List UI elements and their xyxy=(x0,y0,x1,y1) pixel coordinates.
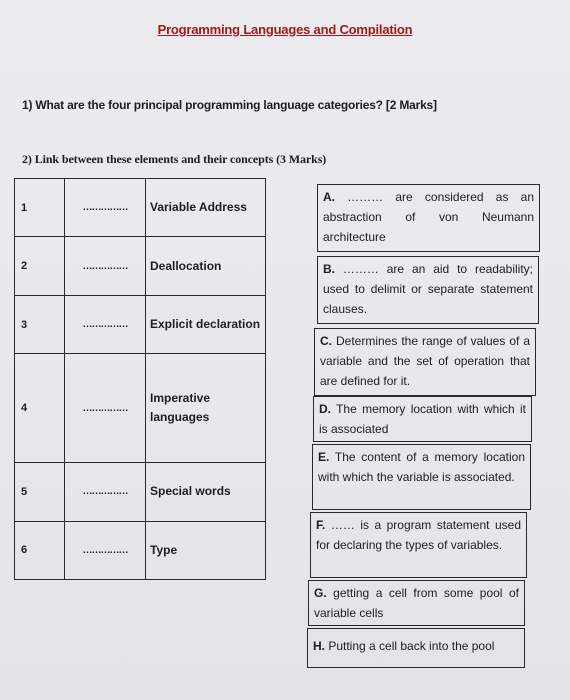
table-row xyxy=(15,295,266,353)
term: Deallocation xyxy=(146,237,266,295)
concept-box-g xyxy=(308,580,525,626)
answer-blank: …………… xyxy=(65,237,146,295)
row-number: 5 xyxy=(15,463,65,521)
concept-letter: A. xyxy=(323,190,335,204)
table-row xyxy=(15,179,266,237)
concept-text: ……… are an aid to readability; used to delimit or separate statement clauses. xyxy=(323,262,533,316)
term: Type xyxy=(146,521,266,579)
concept-letter: D. xyxy=(319,402,331,416)
table-row xyxy=(15,521,266,579)
concept-text: Putting a cell back into the pool xyxy=(325,639,495,653)
concept-letter: F. xyxy=(316,518,326,532)
concept-letter: G. xyxy=(314,586,327,600)
concept-box-c xyxy=(314,328,536,396)
table-row xyxy=(15,463,266,521)
answer-blank: …………… xyxy=(65,354,146,463)
concept-text: …… is a program statement used for declaring the types of variables. xyxy=(316,518,521,552)
concept-text: Determines the range of values of a variable and the set of operation that are defined for it. xyxy=(320,334,530,388)
concept-box-d xyxy=(313,396,532,442)
concept-letter: E. xyxy=(318,450,330,464)
row-number: 2 xyxy=(15,237,65,295)
term: Variable Address xyxy=(146,179,266,237)
row-number: 4 xyxy=(15,354,65,463)
answer-blank: …………… xyxy=(65,295,146,353)
terms-table xyxy=(14,178,266,580)
term: Special words xyxy=(146,463,266,521)
concept-box-b xyxy=(317,256,539,324)
concept-text: getting a cell from some pool of variable cells xyxy=(314,586,519,620)
row-number: 1 xyxy=(15,179,65,237)
answer-blank: …………… xyxy=(65,521,146,579)
term: Imperative languages xyxy=(146,354,266,463)
answer-blank: …………… xyxy=(65,179,146,237)
concept-box-e xyxy=(312,444,531,510)
row-number: 6 xyxy=(15,521,65,579)
table-row xyxy=(15,354,266,463)
concept-box-f xyxy=(310,512,527,578)
row-number: 3 xyxy=(15,295,65,353)
concept-text: ……… are considered as an abstraction of von Neumann architecture xyxy=(323,190,534,244)
concept-box-a xyxy=(317,184,540,252)
concept-text: The content of a memory location with which the variable is associated. xyxy=(318,450,525,484)
question-1: 1) What are the four principal programming language categories? [2 Marks] xyxy=(22,98,437,112)
concept-text: The memory location with which it is associated xyxy=(319,402,526,436)
table-row xyxy=(15,237,266,295)
concept-box-h xyxy=(307,628,525,668)
term: Explicit declaration xyxy=(146,295,266,353)
answer-blank: …………… xyxy=(65,463,146,521)
page-title: Programming Languages and Compilation xyxy=(157,22,413,37)
concept-letter: C. xyxy=(320,334,332,348)
question-2: 2) Link between these elements and their concepts (3 Marks) xyxy=(22,152,327,166)
concept-letter: B. xyxy=(323,262,335,276)
concept-letter: H. xyxy=(313,639,325,653)
